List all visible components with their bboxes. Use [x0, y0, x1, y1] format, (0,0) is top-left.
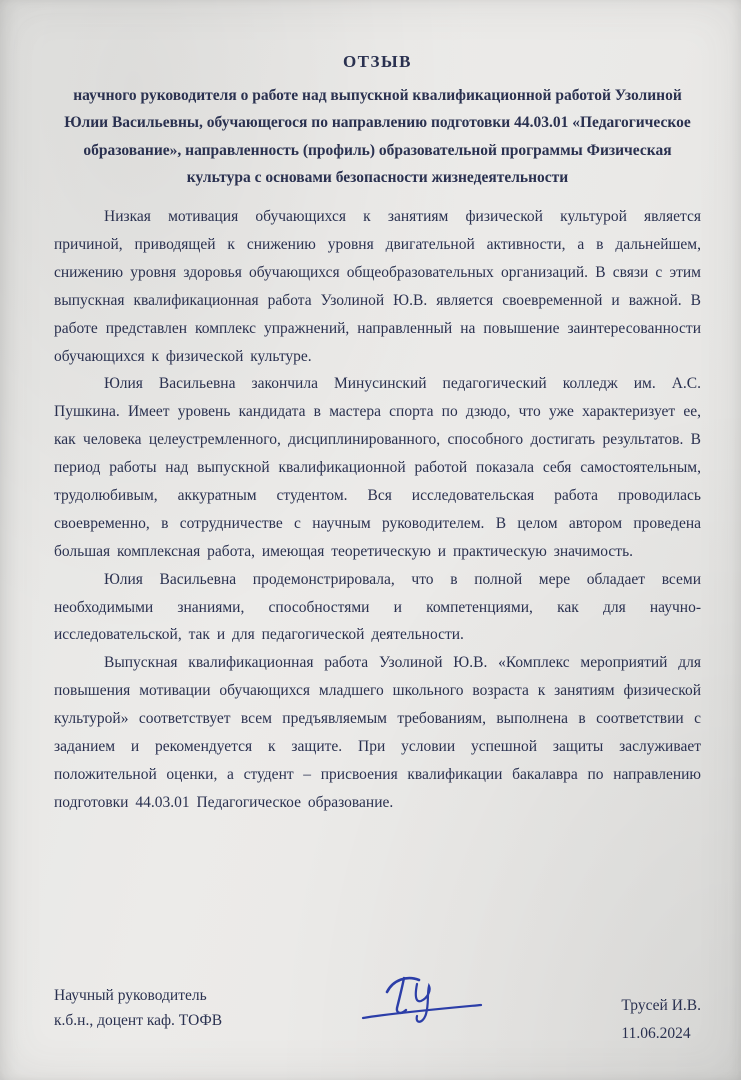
paragraph: Юлия Васильевна закончила Минусинский педагогический колледж им. А.С. Пушкина. Имеет уровень кандидата в мастера спорта по дзюдо, что уже характеризует ее, как человека целеустремленного, дисциплинированного, способного достигать результатов. В период работы над выпускной квалификационной работой показала себя самостоятельным, трудолюбивым, аккуратным студентом. Вся исследовательская работа проводилась своевременно, в сотрудничестве с научным руководителем. В целом автором проведена большая комплексная работа, имеющая теоретическую и практическую значимость.: [54, 375, 701, 560]
paragraph: Выпускная квалификационная работа Узолиной Ю.В. «Комплекс мероприятий для повышения мотивации обучающихся младшего школьного возраста к занятиям физической культурой» соответствует всем предъявляемым требованиям, выполнена в соответствии с заданием и рекомендуется к защите. При условии успешной защиты заслуживает положительной оценки, а студент – присвоения квалификации бакалавра по направлению подготовки 44.03.01 Педагогическое образование.: [54, 654, 701, 811]
document-title: ОТЗЫВ: [342, 52, 413, 71]
signer-identity: [621, 992, 701, 1050]
signature-block: [54, 972, 701, 1050]
document-body: [54, 203, 701, 817]
document-subtitle: научного руководителя о работе над выпускной квалификационной работой Узолиной Юлии Васильевны, обучающегося по направлению подготовки 44.03.01 «Педагогическое образование», направленность (профиль) образовательной программы Физическая культура с основами безопасности жизнедеятельности: [64, 87, 691, 186]
signer-position-line2: к.б.н., доцент каф. ТОФВ: [54, 1012, 223, 1030]
signature-date: 11.06.2024: [621, 1025, 691, 1043]
handwritten-signature: [222, 972, 621, 1050]
paragraph: Низкая мотивация обучающихся к занятиям физической культурой является причиной, приводящей к снижению уровня двигательной активности, а в дальнейшем, снижению уровня здоровья обучающихся общеобразовательных организаций. В связи с этим выпускная квалификационная работа Узолиной Ю.В. является своевременной и важной. В работе представлен комплекс упражнений, направленный на повышение заинтересованности обучающихся к физической культуре.: [54, 208, 701, 365]
paragraph: Юлия Васильевна продемонстрировала, что в полной мере обладает всеми необходимыми знаниями, способностями и компетенциями, как для научно-исследовательской, так и для педагогической деятельности.: [54, 570, 701, 644]
signature-icon: [357, 972, 487, 1030]
signer-position-line1: Научный руководитель: [54, 986, 207, 1004]
signer-name: Трусей И.В.: [621, 997, 701, 1015]
signer-position: [54, 983, 222, 1050]
